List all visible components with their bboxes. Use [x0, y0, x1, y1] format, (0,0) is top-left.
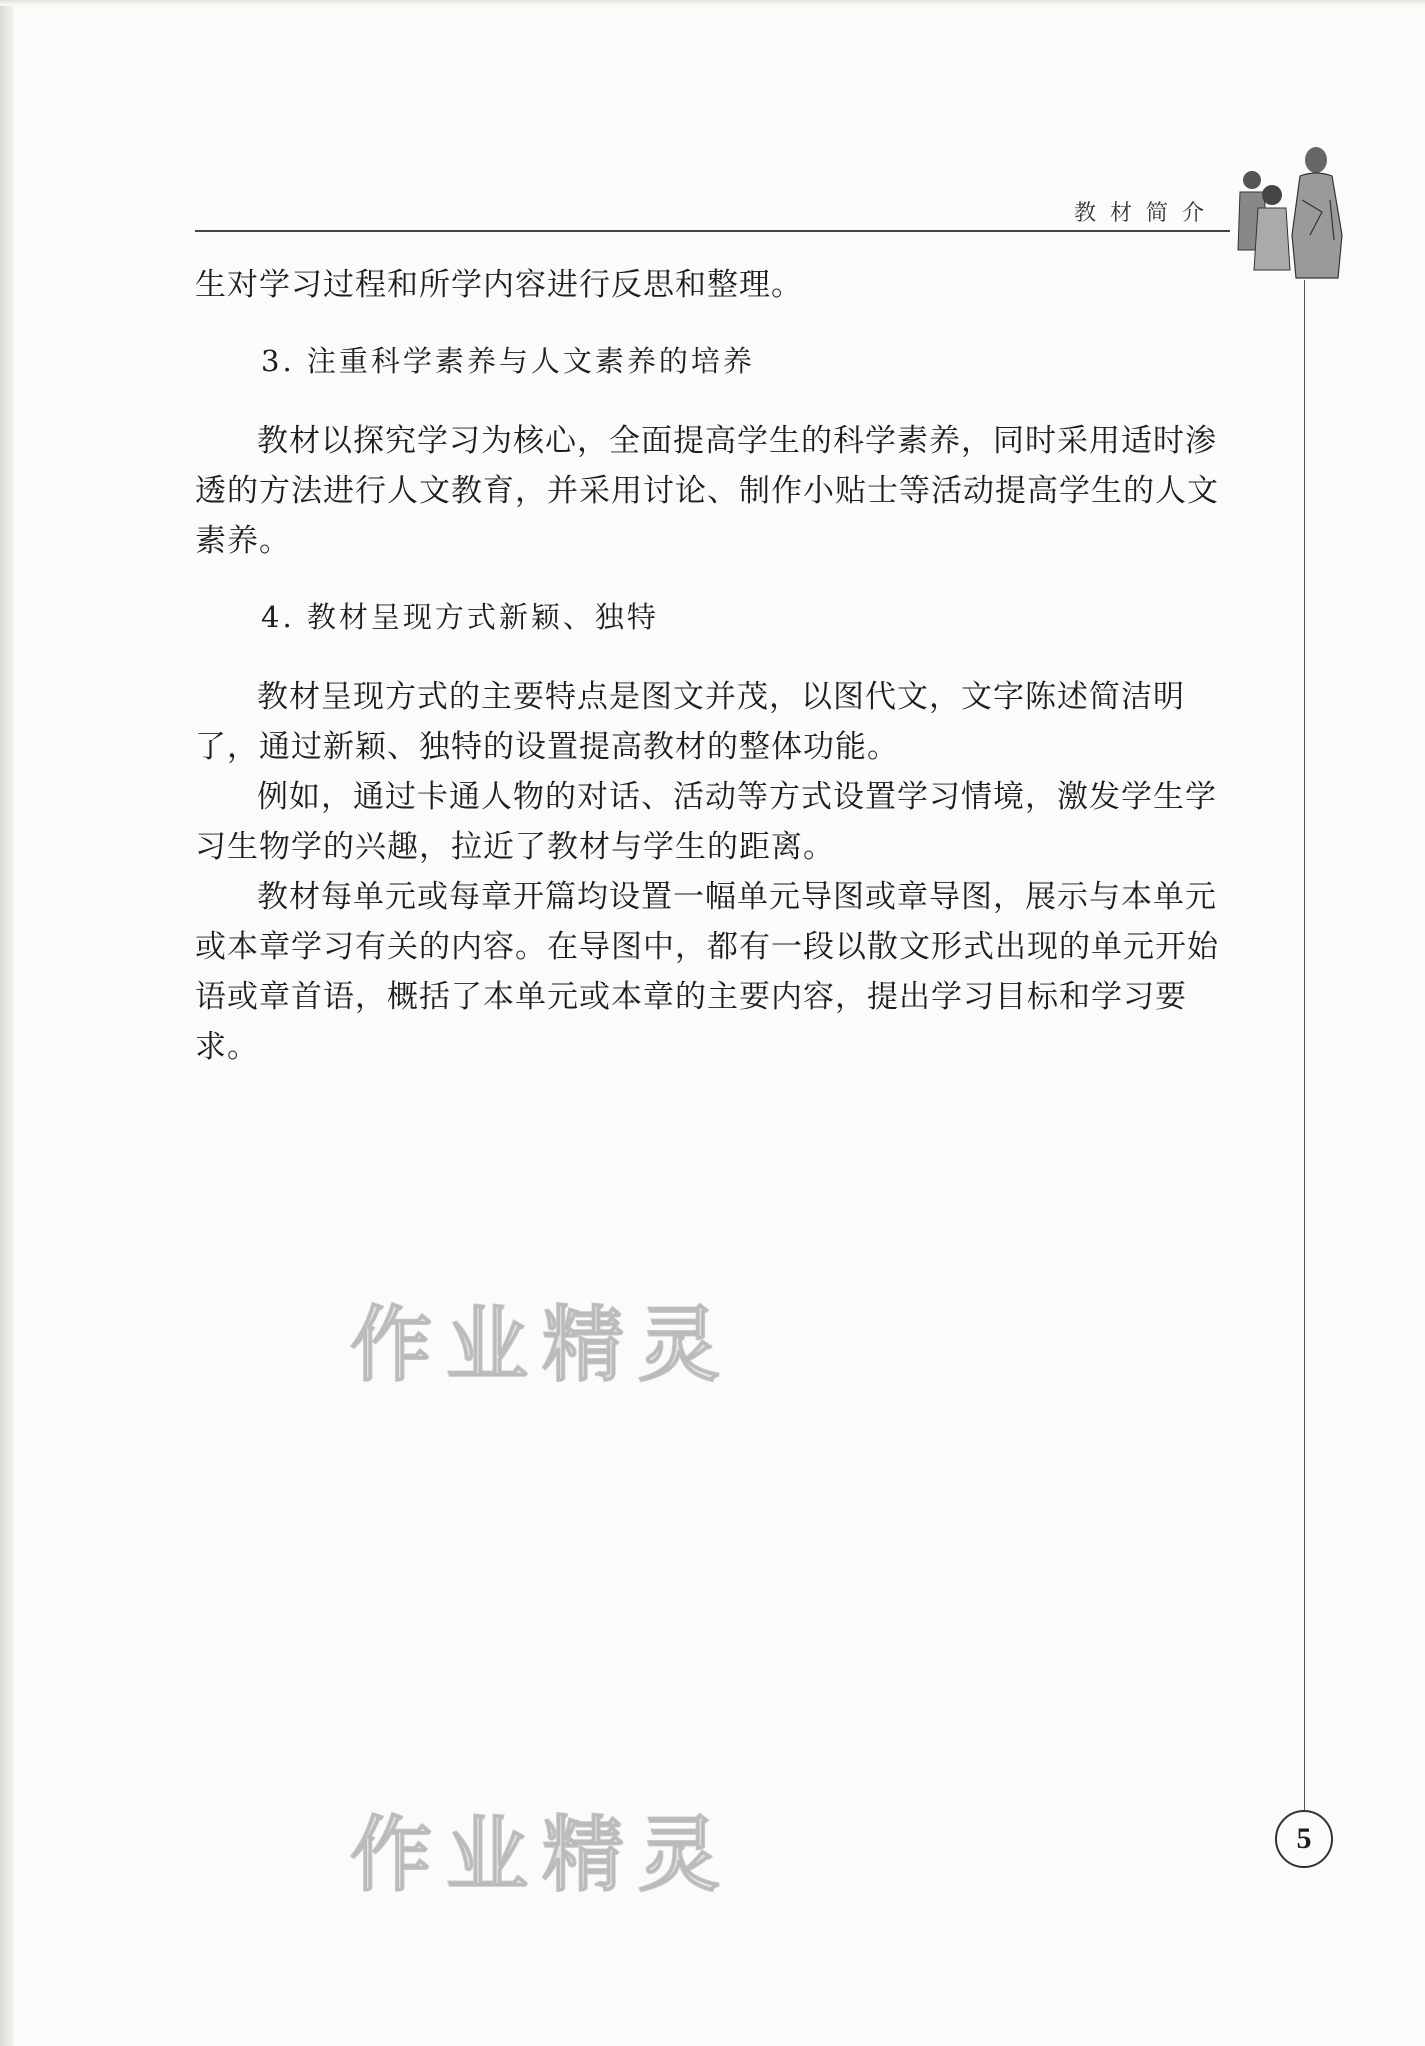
right-margin-rule [1304, 280, 1305, 1810]
page-edge [0, 0, 14, 2046]
running-header [195, 150, 1230, 232]
teacher-and-students-illustration [1230, 140, 1355, 280]
paragraph: 生对学习过程和所学内容进行反思和整理。 [195, 267, 803, 303]
header-title: 教材简介 [1073, 201, 1218, 226]
watermark: 作业精灵 [350, 1298, 735, 1393]
watermark: 作业精灵 [350, 1808, 735, 1903]
page-number: 5 [1275, 1810, 1333, 1868]
paragraph: 例如，通过卡通人物的对话、活动等方式设置学习情境，激发学生学习生物学的兴趣，拉近了教材与学生的距离。 [195, 779, 1217, 865]
header-rule [195, 230, 1230, 232]
section-heading: 3. 注重科学素养与人文素养的培养 [261, 344, 755, 378]
page-body [195, 260, 1230, 1072]
paragraph: 教材以探究学习为核心，全面提高学生的科学素养，同时采用适时渗透的方法进行人文教育，并采用讨论、制作小贴士等活动提高学生的人文素养。 [195, 423, 1219, 559]
section-heading: 4. 教材呈现方式新颖、独特 [261, 600, 659, 634]
paragraph: 教材每单元或每章开篇均设置一幅单元导图或章导图，展示与本单元或本章学习有关的内容。在导图中，都有一段以散文形式出现的单元开始语或章首语，概括了本单元或本章的主要内容，提出学习目标和学习要求。 [195, 879, 1219, 1065]
page-edge-top [0, 0, 1425, 6]
paragraph: 教材呈现方式的主要特点是图文并茂，以图代文，文字陈述简洁明了，通过新颖、独特的设置提高教材的整体功能。 [195, 679, 1185, 765]
